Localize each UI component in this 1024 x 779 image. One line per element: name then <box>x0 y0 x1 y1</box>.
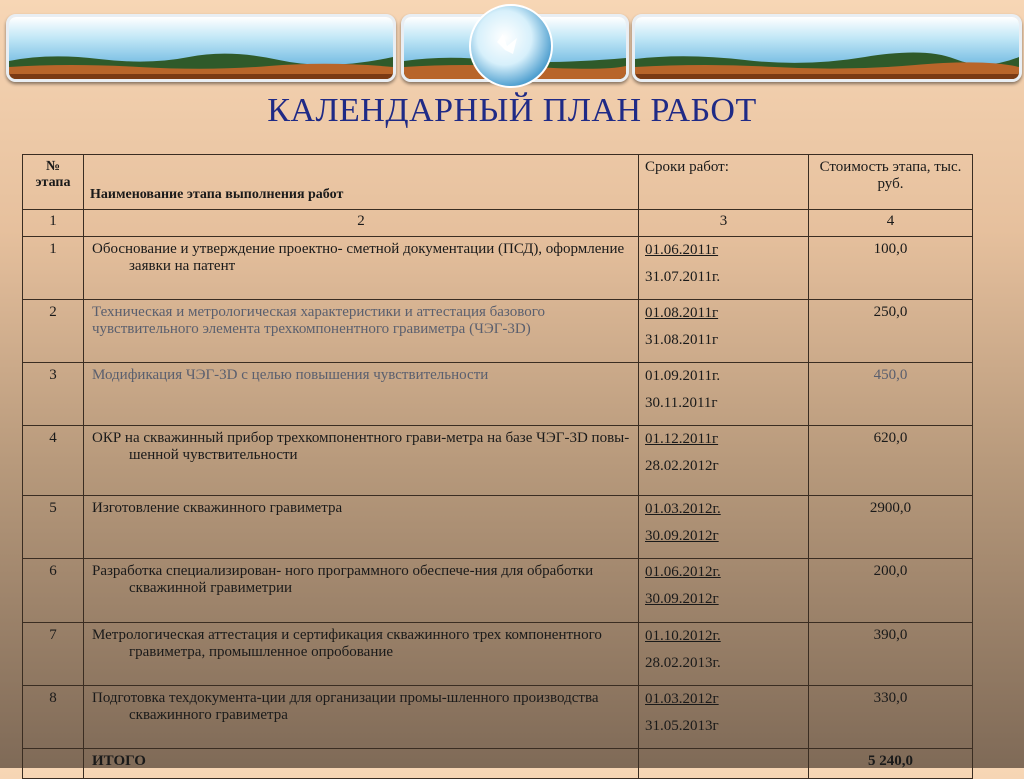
end-date: 31.08.2011г <box>645 332 719 348</box>
stage-dates <box>639 426 809 496</box>
page-title: КАЛЕНДАРНЫЙ ПЛАН РАБОТ <box>267 92 757 129</box>
stage-number: 5 <box>23 496 84 559</box>
stage-name: Подготовка техдокумента-ции для организации промы-шленного производства скважинного гравиметра <box>84 686 639 749</box>
stage-name: Разработка специализирован- ного программного обеспече-ния для обработки скважинной гравиметрии <box>84 559 639 623</box>
total-cost: 5 240,0 <box>809 749 973 779</box>
header-cost: Стоимость этапа, тыс. руб. <box>809 155 973 210</box>
end-date: 30.09.2012г <box>645 528 719 544</box>
stage-name: Изготовление скважинного гравиметра <box>84 496 639 559</box>
stage-cost: 2900,0 <box>809 496 973 559</box>
end-date: 30.11.2011г <box>645 395 718 411</box>
header-dates: Сроки работ: <box>639 155 809 210</box>
stage-number: 8 <box>23 686 84 749</box>
start-date: 01.12.2011г <box>645 431 719 447</box>
column-number: 4 <box>809 210 973 237</box>
start-date: 01.06.2012г. <box>645 564 721 580</box>
work-schedule-table <box>22 154 973 779</box>
start-date: 01.10.2012г. <box>645 628 721 644</box>
stage-number: 2 <box>23 300 84 363</box>
table-row <box>23 496 973 559</box>
stage-name: Техническая и метрологическая характеристики и аттестация базового чувствительного элемента трехкомпонентного гравиметра (ЧЭГ-3D) <box>84 300 639 363</box>
table-row <box>23 686 973 749</box>
start-date: 01.08.2011г <box>645 305 719 321</box>
stage-dates <box>639 623 809 686</box>
table-row <box>23 300 973 363</box>
table-row <box>23 363 973 426</box>
stage-dates <box>639 300 809 363</box>
stage-cost: 450,0 <box>809 363 973 426</box>
stage-dates <box>639 559 809 623</box>
column-number: 1 <box>23 210 84 237</box>
header-stage-number: № этапа <box>23 155 84 210</box>
end-date: 30.09.2012г <box>645 591 719 607</box>
header-row <box>23 155 973 210</box>
stage-cost: 200,0 <box>809 559 973 623</box>
total-empty-cell <box>639 749 809 779</box>
stage-name: ОКР на скважинный прибор трехкомпонентного грави-метра на базе ЧЭГ-3D повы-шенной чувствительности <box>84 426 639 496</box>
landscape-banner-right <box>632 14 1022 82</box>
stage-number: 6 <box>23 559 84 623</box>
stage-dates <box>639 686 809 749</box>
table-row <box>23 426 973 496</box>
end-date: 28.02.2012г <box>645 458 719 474</box>
column-number: 2 <box>84 210 639 237</box>
stage-cost: 100,0 <box>809 237 973 300</box>
table-row <box>23 623 973 686</box>
header-stage-name: Наименование этапа выполнения работ <box>84 155 639 210</box>
stage-dates <box>639 363 809 426</box>
stage-dates <box>639 496 809 559</box>
column-number: 3 <box>639 210 809 237</box>
end-date: 31.05.2013г <box>645 718 719 734</box>
landscape-banner-left <box>6 14 396 82</box>
stage-cost: 390,0 <box>809 623 973 686</box>
start-date: 01.03.2012г. <box>645 501 721 517</box>
stage-number: 7 <box>23 623 84 686</box>
stage-name: Модификация ЧЭГ-3D с целью повышения чувствительности <box>84 363 639 426</box>
stage-cost: 620,0 <box>809 426 973 496</box>
stage-number: 4 <box>23 426 84 496</box>
start-date: 01.09.2011г. <box>645 368 721 384</box>
total-empty-cell <box>23 749 84 779</box>
stage-dates <box>639 237 809 300</box>
end-date: 28.02.2013г. <box>645 655 721 671</box>
total-label: ИТОГО <box>84 749 639 779</box>
total-row <box>23 749 973 779</box>
column-number-row <box>23 210 973 237</box>
start-date: 01.03.2012г <box>645 691 719 707</box>
stage-cost: 330,0 <box>809 686 973 749</box>
table-row <box>23 237 973 300</box>
globe-icon <box>467 2 555 90</box>
stage-number: 3 <box>23 363 84 426</box>
end-date: 31.07.2011г. <box>645 269 721 285</box>
table-row <box>23 559 973 623</box>
start-date: 01.06.2011г <box>645 242 719 258</box>
stage-cost: 250,0 <box>809 300 973 363</box>
stage-name: Обоснование и утверждение проектно- сметной документации (ПСД), оформление заявки на патент <box>84 237 639 300</box>
stage-number: 1 <box>23 237 84 300</box>
stage-name: Метрологическая аттестация и сертификация скважинного трех компонентного гравиметра, промышленное опробование <box>84 623 639 686</box>
